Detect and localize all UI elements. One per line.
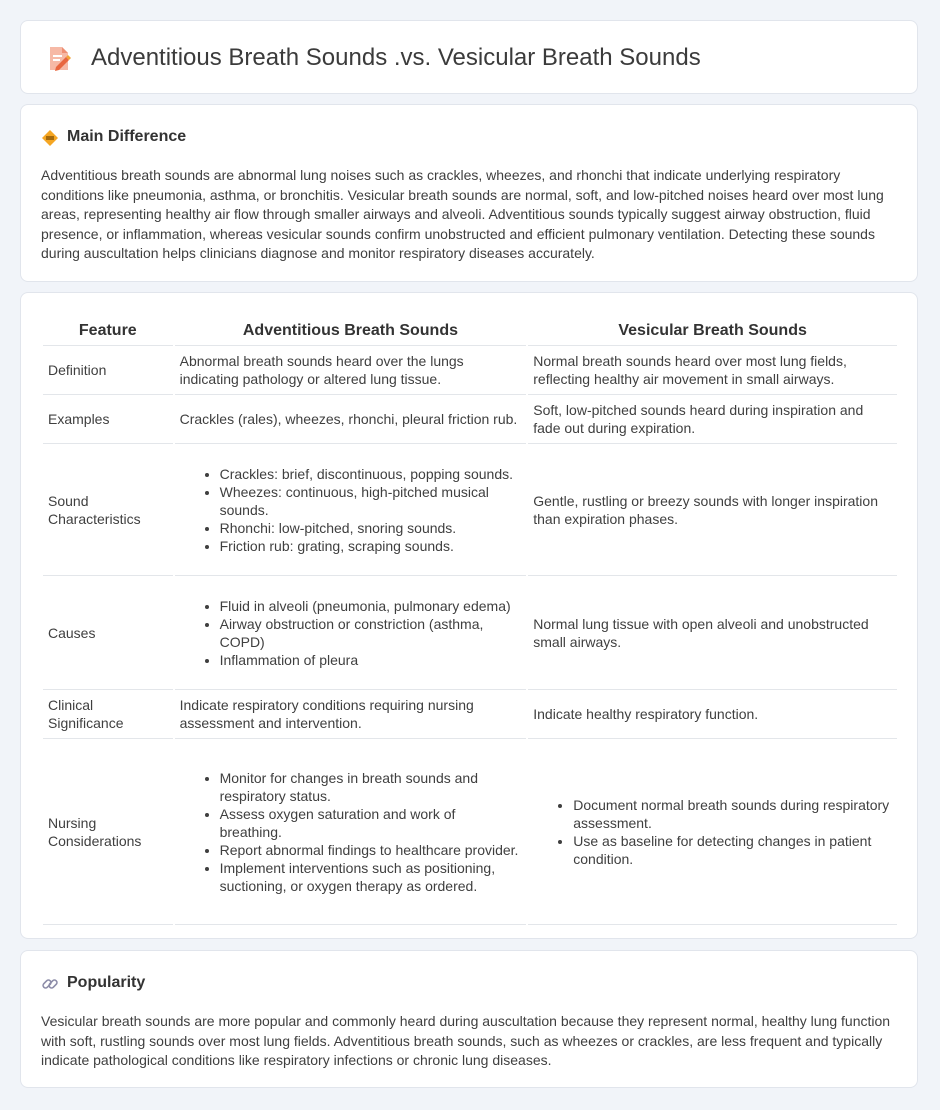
bullet-list [180,465,522,555]
vesicular-cell: Soft, low-pitched sounds heard during inspiration and fade out during expiration. [528,395,897,444]
feature-cell: Sound Characteristics [43,444,173,576]
adventitious-cell: Indicate respiratory conditions requiring nursing assessment and intervention. [175,690,527,739]
main-difference-text: Adventitious breath sounds are abnormal lung noises such as crackles, wheezes, and rhonchi that indicate underlying respiratory conditions like pneumonia, asthma, or bronchitis. Vesicular breath sounds are normal, soft, and low-pitched noises heard over most lung areas, representing healthy air flow through smaller airways and alveoli. Adventitious sounds typically suggest airway obstruction, fluid presence, or inflammation, whereas vesicular sounds confirm unobstructed and efficient pulmonary ventilation. Detecting these sounds during auscultation helps clinicians diagnose and monitor respiratory diseases accurately. [41,167,884,262]
list-item: • Monitor for changes in breath sounds and respiratory status. [220,769,522,805]
feature-cell: Definition [43,346,173,395]
popularity-text: Vesicular breath sounds are more popular and commonly heard during auscultation because they represent normal, healthy lung function with soft, rustling sounds over most lung fields. Adventitious breath sounds, such as wheezes or crackles, are less frequent and typically indicate pathological conditions like respiratory infections or chronic lung diseases. [41,1013,891,1069]
adventitious-cell: Abnormal breath sounds heard over the lungs indicating pathology or altered lung tissue. [175,346,527,395]
document-edit-icon [47,45,73,73]
list-item: • Airway obstruction or constriction (asthma, COPD) [220,615,522,651]
list-item: • Use as baseline for detecting changes in patient condition. [573,832,892,868]
comparison-table [41,313,899,925]
list-item: • Friction rub: grating, scraping sounds. [220,537,522,555]
bullet-list [180,597,522,669]
vesicular-cell: Normal breath sounds heard over most lung fields, reflecting healthy air movement in small airways. [528,346,897,395]
column-header-adventitious: Adventitious Breath Sounds [175,313,527,346]
table-row [43,346,897,395]
list-item: • Wheezes: continuous, high-pitched musical sounds. [220,483,522,519]
popularity-heading: Popularity [67,974,146,991]
compare-diamond-icon [41,129,59,147]
column-header-feature: Feature [43,313,173,346]
table-header-row [43,313,897,346]
table-row [43,444,897,576]
list-item: • Fluid in alveoli (pneumonia, pulmonary edema) [220,597,522,615]
title-card [20,20,918,94]
main-difference-heading: Main Difference [67,128,187,145]
list-item: • Implement interventions such as positioning, suctioning, or oxygen therapy as ordered. [220,859,522,895]
main-difference-section [20,104,918,282]
table-row [43,739,897,925]
list-item: • Report abnormal findings to healthcare provider. [220,841,522,859]
list-item: • Inflammation of pleura [220,651,522,669]
feature-cell: Causes [43,576,173,690]
feature-cell: Nursing Considerations [43,739,173,925]
list-item: • Document normal breath sounds during respiratory assessment. [573,796,892,832]
adventitious-cell [175,576,527,690]
bullet-list [533,796,892,868]
vesicular-cell: Indicate healthy respiratory function. [528,690,897,739]
comparison-table-section [20,292,918,939]
bullet-list [180,769,522,895]
table-row [43,690,897,739]
popularity-section [20,950,918,1088]
table-row [43,576,897,690]
feature-cell: Clinical Significance [43,690,173,739]
feature-cell: Examples [43,395,173,444]
table-row [43,395,897,444]
link-icon [41,975,59,993]
list-item: • Assess oxygen saturation and work of breathing. [220,805,522,841]
adventitious-cell: Crackles (rales), wheezes, rhonchi, pleural friction rub. [175,395,527,444]
adventitious-cell [175,444,527,576]
page-title: Adventitious Breath Sounds .vs. Vesicular Breath Sounds [91,44,701,71]
list-item: • Crackles: brief, discontinuous, popping sounds. [220,465,522,483]
vesicular-cell [528,739,897,925]
vesicular-cell: Gentle, rustling or breezy sounds with longer inspiration than expiration phases. [528,444,897,576]
list-item: • Rhonchi: low-pitched, snoring sounds. [220,519,522,537]
adventitious-cell [175,739,527,925]
column-header-vesicular: Vesicular Breath Sounds [528,313,897,346]
vesicular-cell: Normal lung tissue with open alveoli and unobstructed small airways. [528,576,897,690]
